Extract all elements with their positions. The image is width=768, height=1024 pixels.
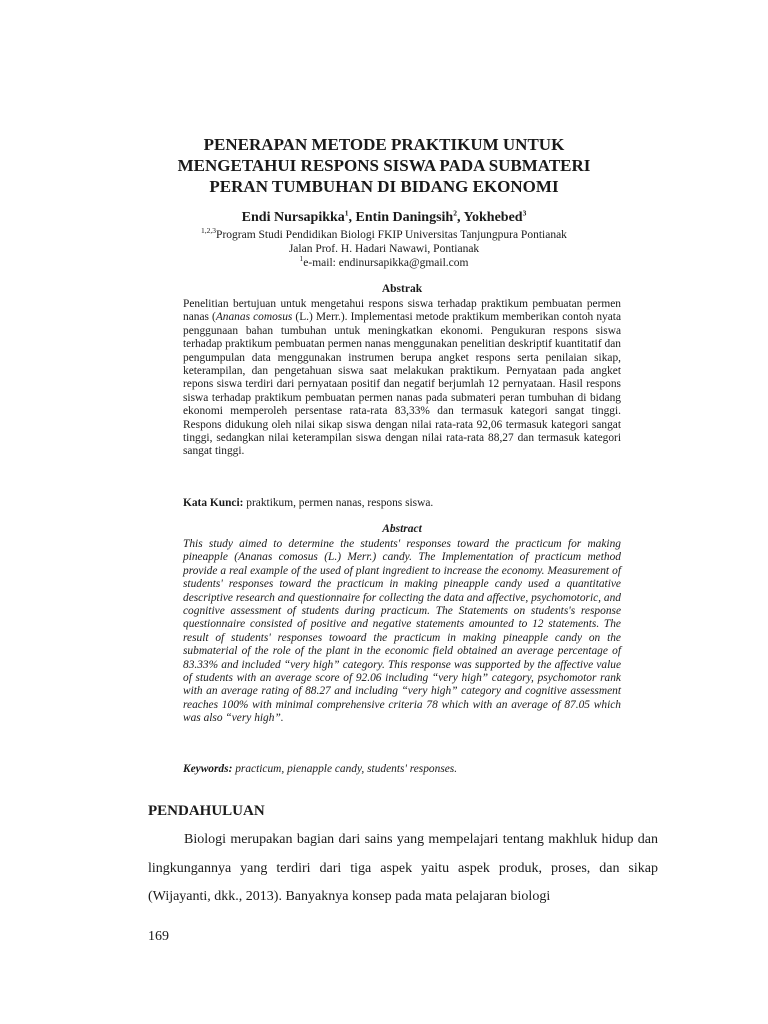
kata-kunci-text: praktikum, permen nanas, respons siswa.: [243, 497, 434, 509]
affiliation-email-line: [150, 256, 618, 270]
author-superscript: 2: [453, 208, 457, 218]
author-name: Endi Nursapikka: [241, 210, 345, 225]
author-name: Yokhebed: [463, 210, 523, 225]
email-text: e-mail: endinursapikka@gmail.com: [303, 257, 469, 269]
keywords-label: Keywords:: [183, 763, 233, 775]
kata-kunci: [183, 497, 621, 509]
abstrak-text: [183, 298, 621, 459]
keywords: [183, 763, 621, 775]
section-heading: PENDAHULUAN: [148, 803, 265, 819]
abstrak-text-part: (L.) Merr.). Implementasi metode praktikum memberikan contoh nyata penggunaan bahan tumbuhan untuk meningkatkan ekonomi. Pengukuran respons siswa terhadap praktikum pembuatan permen nanas menggunakan penelitian deskriptif kuantitatif dan pengumpulan data menggunakan instrumen berupa angket respons serta penilaian sikap, keterampilan, dan pengetahuan siswa saat melakukan praktikum. Pernyataan pada angket repons siswa terdiri dari pernyataan positif dan negatif berjumlah 12 pernyataan. Hasil respons siswa terhadap praktikum pembuatan permen nanas pada submateri peran tumbuhan di bidang ekonomi memperoleh persentase rata-rata 83,33% dan termasuk kategori sangat tinggi. Respons didukung oleh nilai sikap siswa dengan nilai rata-rata 92,06 termasuk kategori sangat tinggi, sedangkan nilai keterampilan siswa dengan nilai rata-rata 88,27 dan termasuk kategori sangat tinggi.: [183, 311, 621, 458]
abstract-heading: Abstract: [382, 523, 422, 535]
author-superscript: 3: [522, 208, 527, 218]
affiliation: [150, 228, 618, 270]
author-name: Entin Daningsih: [355, 210, 454, 225]
affiliation-line: [150, 228, 618, 242]
species-name: Ananas comosus: [215, 311, 293, 324]
affiliation-superscript: 1,2,3: [201, 226, 217, 236]
abstract-text: This study aimed to determine the students' responses toward the practicum for making pineapple (Ananas comosus (L.) Merr.) candy. The Implementation of practicum method provide a real example of the used of plant ingredient to increase the economy. Measurement of students' responses toward the practicum in making pineapple candy used a quantitative descriptive research and questionnaire for collecting the data and affective, psychomotoric, and cognitive assessment of students during practicum. The Statements on students's response questionnaire consisted of positive and negative statements amounted to 12 statements. The result of students' responses towoard the practicum in making pineapple candy on the submaterial of the role of the plant in the economic field obtained an average percentage of 83.33% and included “very high” category. This response was supported by the affective value of students with an average score of 92.06 including “very high” category, psychomotor rank with an average rating of 88.27 and including “very high” category and cognitive assessment reaches 100% with minimal comprehensive criteria 78 which with an average of 87.05 which was also “very high”.: [183, 538, 621, 725]
body-paragraph: Biologi merupakan bagian dari sains yang mempelajari tentang makhluk hidup dan lingkungannya yang terdiri dari tiga aspek yaitu aspek produk, proses, dan sikap (Wijayanti, dkk., 2013). Banyaknya konsep pada mata pelajaran biologi: [148, 832, 658, 904]
title-line: PENERAPAN METODE PRAKTIKUM UNTUK: [203, 135, 565, 154]
author-list: Endi Nursapikka$^1$, Entin Daningsih$^2$, Yokhebed$^3$: [241, 208, 527, 225]
affiliation-text: Program Studi Pendidikan Biologi FKIP Universitas Tanjungpura Pontianak: [216, 229, 567, 241]
author-superscript: 1: [344, 208, 349, 218]
abstrak-text-part: Penelitian bertujuan untuk mengetahui respons siswa terhadap praktikum pembuatan permen nanas (: [183, 298, 621, 324]
abstrak-heading: Abstrak: [381, 283, 423, 295]
page-number: 169: [148, 929, 169, 944]
paper-title: [150, 134, 618, 197]
title-line: PERAN TUMBUHAN DI BIDANG EKONOMI: [209, 177, 559, 196]
keywords-text: practicum, pienapple candy, students' responses.: [232, 763, 458, 775]
affiliation-address: Jalan Prof. H. Hadari Nawawi, Pontianak: [288, 243, 480, 255]
email-superscript: 1: [299, 254, 304, 264]
title-line: MENGETAHUI RESPONS SISWA PADA SUBMATERI: [177, 156, 591, 175]
kata-kunci-label: Kata Kunci:: [183, 497, 244, 509]
